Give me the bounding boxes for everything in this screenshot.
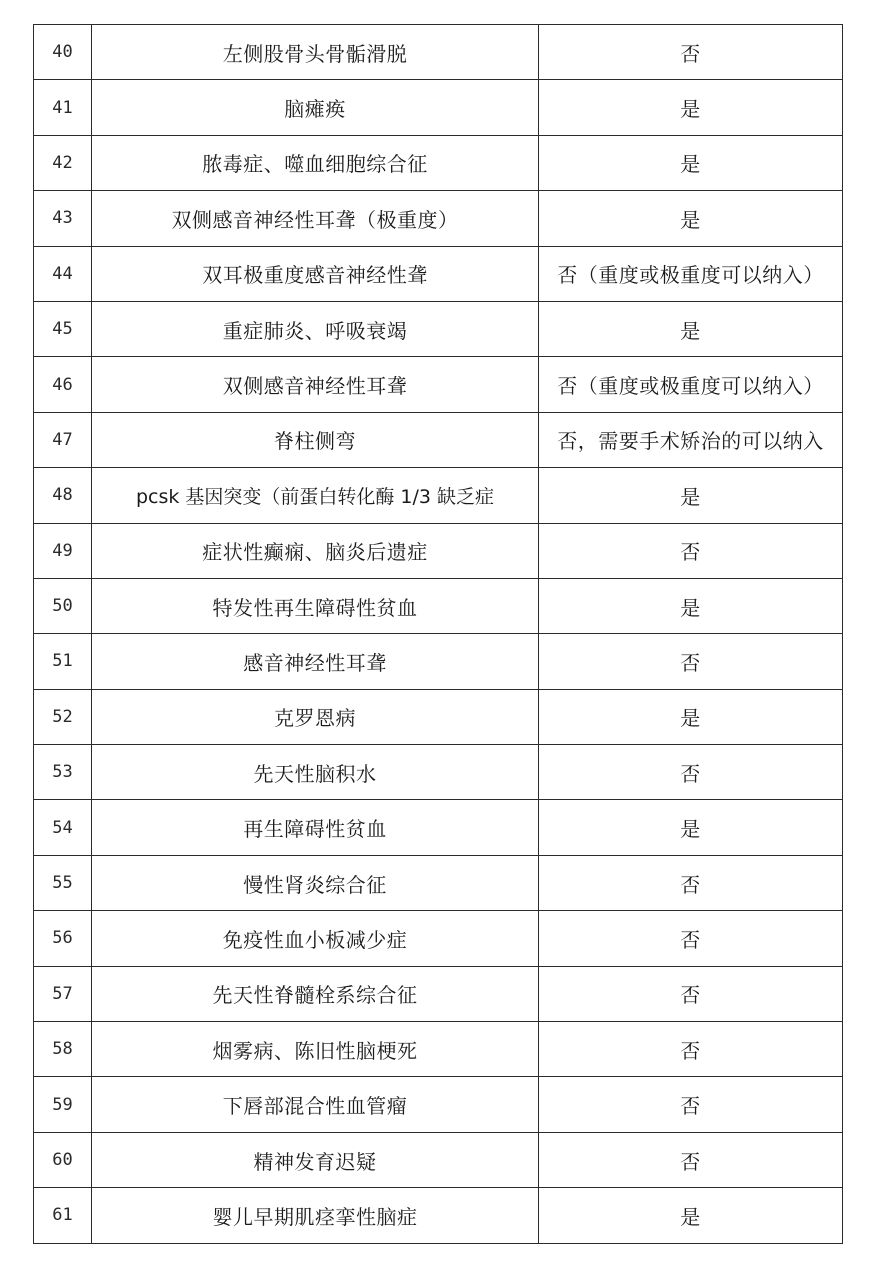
inclusion-result-cell: 是 <box>539 80 843 135</box>
table-row <box>34 1188 843 1243</box>
disease-name-cell: 双侧感音神经性耳聋（极重度） <box>92 191 539 246</box>
disease-name-cell: 脊柱侧弯 <box>92 412 539 467</box>
inclusion-result-cell: 是 <box>539 301 843 356</box>
table-row <box>34 25 843 80</box>
table-row <box>34 578 843 633</box>
disease-name-cell: 下唇部混合性血管瘤 <box>92 1077 539 1132</box>
row-number-cell: 55 <box>34 855 92 910</box>
inclusion-result-cell: 是 <box>539 689 843 744</box>
row-number-cell: 59 <box>34 1077 92 1132</box>
disease-name-cell: 重症肺炎、呼吸衰竭 <box>92 301 539 356</box>
disease-name-cell: 先天性脑积水 <box>92 745 539 800</box>
table-row <box>34 1132 843 1187</box>
inclusion-result-cell: 否 <box>539 25 843 80</box>
row-number-cell: 54 <box>34 800 92 855</box>
disease-name-cell: 先天性脊髓栓系综合征 <box>92 966 539 1021</box>
row-number-cell: 50 <box>34 578 92 633</box>
disease-name-cell: 精神发育迟疑 <box>92 1132 539 1187</box>
row-number-cell: 53 <box>34 745 92 800</box>
disease-name-cell: 慢性肾炎综合征 <box>92 855 539 910</box>
disease-name-cell: 左侧股骨头骨骺滑脱 <box>92 25 539 80</box>
disease-name-cell: 婴儿早期肌痉挛性脑症 <box>92 1188 539 1243</box>
table-row <box>34 523 843 578</box>
table-row <box>34 800 843 855</box>
row-number-cell: 44 <box>34 246 92 301</box>
row-number-cell: 41 <box>34 80 92 135</box>
inclusion-result-cell: 是 <box>539 135 843 190</box>
inclusion-result-cell: 是 <box>539 1188 843 1243</box>
table-row <box>34 135 843 190</box>
inclusion-result-cell: 否 <box>539 966 843 1021</box>
table-row <box>34 80 843 135</box>
table-body <box>34 25 843 1244</box>
table-row <box>34 911 843 966</box>
row-number-cell: 47 <box>34 412 92 467</box>
table-row <box>34 468 843 523</box>
document-sheet <box>33 24 841 1244</box>
table-row <box>34 689 843 744</box>
row-number-cell: 51 <box>34 634 92 689</box>
inclusion-result-cell: 是 <box>539 191 843 246</box>
inclusion-result-cell: 否 <box>539 634 843 689</box>
table-row <box>34 1022 843 1077</box>
disease-name-cell: 特发性再生障碍性贫血 <box>92 578 539 633</box>
inclusion-result-cell: 否 <box>539 1077 843 1132</box>
table-row <box>34 634 843 689</box>
inclusion-result-cell: 否（重度或极重度可以纳入） <box>539 357 843 412</box>
row-number-cell: 57 <box>34 966 92 1021</box>
inclusion-result-cell: 是 <box>539 578 843 633</box>
inclusion-result-cell: 否，需要手术矫治的可以纳入 <box>539 412 843 467</box>
disease-name-cell: 免疫性血小板减少症 <box>92 911 539 966</box>
disease-name-cell: 烟雾病、陈旧性脑梗死 <box>92 1022 539 1077</box>
disease-name-cell: 感音神经性耳聋 <box>92 634 539 689</box>
disease-name-cell: 脓毒症、噬血细胞综合征 <box>92 135 539 190</box>
inclusion-result-cell: 否（重度或极重度可以纳入） <box>539 246 843 301</box>
row-number-cell: 46 <box>34 357 92 412</box>
table-row <box>34 966 843 1021</box>
row-number-cell: 58 <box>34 1022 92 1077</box>
table-row <box>34 1077 843 1132</box>
inclusion-result-cell: 否 <box>539 523 843 578</box>
disease-name-cell: 再生障碍性贫血 <box>92 800 539 855</box>
row-number-cell: 42 <box>34 135 92 190</box>
disease-name-cell: 脑瘫痪 <box>92 80 539 135</box>
disease-name-cell: 克罗恩病 <box>92 689 539 744</box>
table-row <box>34 745 843 800</box>
inclusion-result-cell: 是 <box>539 800 843 855</box>
row-number-cell: 43 <box>34 191 92 246</box>
inclusion-result-cell: 否 <box>539 1022 843 1077</box>
row-number-cell: 48 <box>34 468 92 523</box>
disease-table <box>33 24 843 1244</box>
disease-name-cell: pcsk 基因突变（前蛋白转化酶 1/3 缺乏症 <box>92 468 539 523</box>
row-number-cell: 56 <box>34 911 92 966</box>
table-row <box>34 246 843 301</box>
inclusion-result-cell: 否 <box>539 1132 843 1187</box>
table-row <box>34 357 843 412</box>
row-number-cell: 45 <box>34 301 92 356</box>
table-row <box>34 301 843 356</box>
inclusion-result-cell: 否 <box>539 911 843 966</box>
inclusion-result-cell: 否 <box>539 745 843 800</box>
row-number-cell: 60 <box>34 1132 92 1187</box>
table-row <box>34 855 843 910</box>
table-row <box>34 412 843 467</box>
disease-name-cell: 症状性癫痫、脑炎后遗症 <box>92 523 539 578</box>
row-number-cell: 40 <box>34 25 92 80</box>
inclusion-result-cell: 是 <box>539 468 843 523</box>
inclusion-result-cell: 否 <box>539 855 843 910</box>
disease-name-cell: 双侧感音神经性耳聋 <box>92 357 539 412</box>
row-number-cell: 61 <box>34 1188 92 1243</box>
row-number-cell: 52 <box>34 689 92 744</box>
table-row <box>34 191 843 246</box>
disease-name-cell: 双耳极重度感音神经性聋 <box>92 246 539 301</box>
row-number-cell: 49 <box>34 523 92 578</box>
